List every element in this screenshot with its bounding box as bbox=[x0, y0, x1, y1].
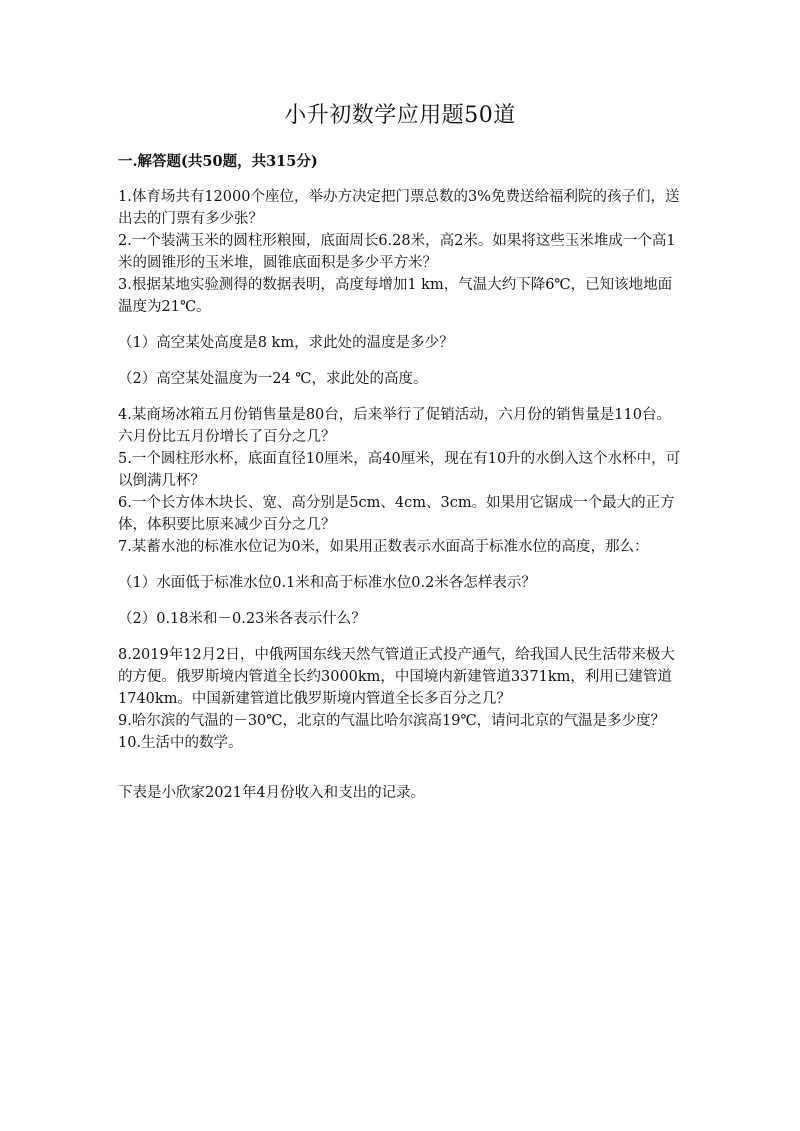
question-1: 1.体育场共有12000个座位，举办方决定把门票总数的3%免费送给福利院的孩子们，送出去的门票有多少张？ bbox=[118, 189, 680, 227]
question-3: 3.根据某地实验测得的数据表明，高度每增加1 km，气温大约下降6℃，已知该地地面温度为21℃。 bbox=[118, 277, 673, 315]
question-10: 10.生活中的数学。 bbox=[118, 735, 243, 751]
question-7-sub-2: （2）0.18米和－0.23米各表示什么？ bbox=[118, 611, 366, 627]
question-4: 4.某商场冰箱五月份销售量是80台，后来举行了促销活动，六月份的销售量是110台。六月份比五月份增长了百分之几？ bbox=[118, 407, 671, 445]
question-7-sub-1: （1）水面低于标准水位0.1米和高于标准水位0.2米各怎样表示？ bbox=[118, 575, 536, 591]
question-7: 7.某蓄水池的标准水位记为0米，如果用正数表示水面高于标准水位的高度，那么： bbox=[118, 539, 649, 555]
trailing-text: 下表是小欣家2021年4月份收入和支出的记录。 bbox=[118, 785, 426, 801]
question-8: 8.2019年12月2日，中俄两国东线天然气管道正式投产通气，给我国人民生活带来极大的方便。俄罗斯境内管道全长约3000km，中国境内新建管道3371km，利用已建管道1740km。中国新建管道比俄罗斯境内管道全长多百分之几？ bbox=[118, 647, 675, 707]
question-6: 6.一个长方体木块长、宽、高分别是5cm、4cm、3cm。如果用它锯成一个最大的正方体，体积要比原来减少百分之几？ bbox=[118, 495, 675, 533]
section-heading: 一.解答题(共50题，共315分) bbox=[118, 153, 318, 170]
question-2: 2.一个装满玉米的圆柱形粮囤，底面周长6.28米，高2米。如果将这些玉米堆成一个高1米的圆锥形的玉米堆，圆锥底面积是多少平方米？ bbox=[118, 233, 676, 271]
question-9: 9.哈尔滨的气温的－30℃，北京的气温比哈尔滨高19℃，请问北京的气温是多少度？ bbox=[118, 713, 666, 729]
page-title: 小升初数学应用题50道 bbox=[284, 103, 516, 128]
question-5: 5.一个圆柱形水杯，底面直径10厘米，高40厘米，现在有10升的水倒入这个水杯中，可以倒满几杯？ bbox=[118, 451, 681, 489]
question-list bbox=[118, 186, 684, 804]
question-3-sub-1: （1）高空某处高度是8 km，求此处的温度是多少？ bbox=[118, 335, 454, 351]
question-3-sub-2: （2）高空某处温度为一24 ℃，求此处的高度。 bbox=[118, 371, 428, 387]
